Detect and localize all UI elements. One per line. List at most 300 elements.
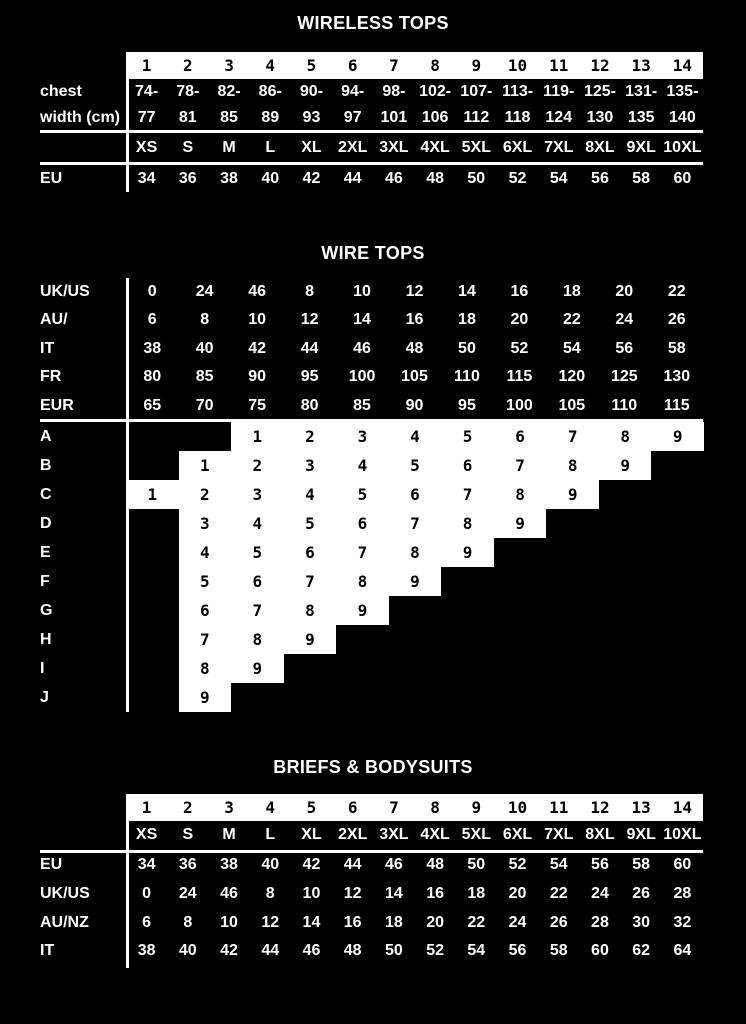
chest-min-value: 94- <box>341 83 365 100</box>
ukus-size-value: 10 <box>353 283 371 300</box>
ukus-size-value: 18 <box>562 283 581 300</box>
cup-grid-cell: 5 <box>231 538 284 567</box>
cup-grid-cell <box>284 683 337 712</box>
wireless-sizes-row <box>126 136 703 160</box>
fr-size-value: 90 <box>248 368 267 385</box>
eur-size-value: 105 <box>558 397 586 414</box>
cup-grid-cell <box>599 567 652 596</box>
chest-min-value: 119- <box>543 83 575 100</box>
eu-size-value: 40 <box>261 170 280 187</box>
it-size-value: 52 <box>426 942 444 959</box>
ukus-size-value: 20 <box>508 885 527 902</box>
cup-grid-cell <box>126 596 179 625</box>
chest-max-value: 85 <box>220 109 238 126</box>
cup-grid-cell: 9 <box>546 480 599 509</box>
wire-ukus-label: UK/US <box>40 283 90 300</box>
aunz-size-value: 6 <box>142 914 152 931</box>
wireless-header-number: 3 <box>224 56 234 75</box>
wireless-header-number: 5 <box>306 56 317 75</box>
eu-size-value: 52 <box>508 170 527 187</box>
size-label: 4XL <box>420 139 450 156</box>
ukus-size-value: 8 <box>265 885 275 902</box>
au-size-value: 12 <box>300 311 319 328</box>
cup-row-label: C <box>40 485 52 503</box>
cup-grid-cell <box>336 683 389 712</box>
size-label: 9XL <box>626 139 656 156</box>
cup-row-label: E <box>40 543 51 561</box>
cup-grid-cell <box>651 509 704 538</box>
eu-size-value: 52 <box>508 856 527 873</box>
it-size-value: 58 <box>549 942 568 959</box>
au-size-value: 24 <box>615 311 634 328</box>
au-size-value: 6 <box>147 311 157 328</box>
eu-size-value: 38 <box>220 170 238 187</box>
cup-grid-cell: 1 <box>179 451 232 480</box>
it-size-value: 46 <box>302 942 321 959</box>
briefs-bodysuits-title: BRIEFS & BODYSUITS <box>273 757 473 777</box>
cup-grid-cell: 3 <box>231 480 284 509</box>
cup-grid-cell <box>599 480 652 509</box>
wire-it-row <box>126 337 703 361</box>
eu-size-value: 48 <box>426 856 444 873</box>
eu-size-value: 42 <box>302 170 321 187</box>
aunz-size-value: 32 <box>673 914 692 931</box>
size-label: 7XL <box>544 826 574 843</box>
cup-grid-cell: 7 <box>494 451 547 480</box>
wireless-header-number: 2 <box>182 56 193 75</box>
cup-grid-cell: 2 <box>284 422 337 451</box>
au-size-value: 8 <box>200 311 210 328</box>
cup-grid-cell: 9 <box>179 683 232 712</box>
chest-max-value: 106 <box>421 109 449 126</box>
ukus-size-value: 46 <box>248 283 267 300</box>
cup-grid-cell <box>651 683 704 712</box>
briefs-ukus-label: UK/US <box>40 885 90 902</box>
cup-grid-cell <box>179 422 232 451</box>
size-label: L <box>265 826 276 843</box>
eu-size-value: 60 <box>673 170 692 187</box>
size-label: 3XL <box>379 139 409 156</box>
eu-size-value: 34 <box>137 856 156 873</box>
au-size-value: 16 <box>405 311 424 328</box>
size-label: 7XL <box>544 139 574 156</box>
cup-grid-cell: 4 <box>231 509 284 538</box>
eur-size-value: 90 <box>405 397 424 414</box>
ukus-size-value: 0 <box>142 885 152 902</box>
briefs-sizes-row <box>126 823 703 847</box>
chest-max-value: 89 <box>261 109 280 126</box>
cup-grid-cell <box>546 683 599 712</box>
ukus-size-value: 28 <box>673 885 692 902</box>
cup-grid-cell: 3 <box>179 509 232 538</box>
eu-size-value: 60 <box>673 856 692 873</box>
wireless-header-number: 10 <box>507 56 528 75</box>
size-label: 2XL <box>338 139 368 156</box>
cup-grid-cell <box>441 596 494 625</box>
eu-size-value: 40 <box>261 856 280 873</box>
wire-au-row <box>126 308 703 332</box>
width-cm-label: width (cm) <box>40 109 120 126</box>
size-label: 5XL <box>461 826 491 843</box>
size-label: S <box>182 826 194 843</box>
ukus-size-value: 24 <box>195 283 214 300</box>
aunz-size-value: 14 <box>302 914 321 931</box>
cup-grid-cell: 6 <box>231 567 284 596</box>
cup-grid-cell <box>441 654 494 683</box>
wire-vertical-rule <box>126 278 129 712</box>
ukus-size-value: 24 <box>591 885 609 902</box>
chest-max-value: 118 <box>504 109 531 126</box>
briefs-header-number: 10 <box>507 798 528 817</box>
eu-size-value: 34 <box>137 170 156 187</box>
eur-size-value: 85 <box>353 397 371 414</box>
ukus-size-value: 0 <box>147 283 157 300</box>
size-label: S <box>182 139 194 156</box>
cup-grid-cell: 8 <box>546 451 599 480</box>
briefs-header-number: 9 <box>471 798 482 817</box>
it-size-value: 42 <box>220 942 238 959</box>
eu-size-value: 56 <box>591 856 609 873</box>
cup-grid-cell <box>546 625 599 654</box>
cup-grid-cell <box>546 567 599 596</box>
chest-min-value: 107- <box>460 83 493 100</box>
wireless-chest-min-row <box>126 80 703 104</box>
aunz-size-value: 8 <box>183 914 193 931</box>
briefs-header-number: 11 <box>549 798 569 817</box>
cup-grid-cell <box>389 625 442 654</box>
chest-max-value: 130 <box>586 109 614 126</box>
wireless-header-number: 4 <box>265 56 276 75</box>
it-size-value: 64 <box>673 942 692 959</box>
cup-grid-cell <box>441 625 494 654</box>
size-label: 8XL <box>585 826 615 843</box>
eur-size-value: 70 <box>195 397 214 414</box>
eu-size-value: 58 <box>632 170 651 187</box>
fr-size-value: 125 <box>610 368 638 385</box>
cup-grid-cell: 2 <box>231 451 284 480</box>
cup-grid-cell <box>651 596 704 625</box>
cup-grid-cell <box>126 422 179 451</box>
wire-eur-label: EUR <box>40 397 74 414</box>
briefs-header-number: 5 <box>306 798 317 817</box>
it-size-value: 52 <box>510 340 529 357</box>
cup-grid-cell: 3 <box>336 422 389 451</box>
wireless-header-number: 1 <box>141 56 152 75</box>
it-size-value: 60 <box>591 942 609 959</box>
cup-grid-cell: 9 <box>284 625 337 654</box>
size-label: 9XL <box>626 826 656 843</box>
chest-min-value: 74- <box>135 83 159 100</box>
fr-size-value: 115 <box>506 368 533 385</box>
ukus-size-value: 22 <box>667 283 686 300</box>
chest-max-value: 140 <box>669 109 696 126</box>
eu-size-value: 44 <box>343 856 362 873</box>
cup-grid-cell: 7 <box>284 567 337 596</box>
cup-grid-cell <box>389 654 442 683</box>
cup-grid-cell <box>546 509 599 538</box>
it-size-value: 46 <box>353 340 371 357</box>
cup-grid-cell <box>651 567 704 596</box>
wireless-vertical-rule <box>126 52 129 192</box>
wireless-tops-header-bar <box>126 52 703 79</box>
chest-min-value: 82- <box>217 83 241 100</box>
cup-grid-cell <box>494 625 547 654</box>
it-size-value: 54 <box>467 942 486 959</box>
cup-grid-cell: 4 <box>336 451 389 480</box>
cup-grid-cell: 1 <box>126 480 179 509</box>
chest-min-value: 131- <box>625 83 658 100</box>
cup-row-label: I <box>40 659 45 677</box>
size-label: XL <box>301 139 322 156</box>
cup-grid-cell: 6 <box>336 509 389 538</box>
aunz-size-value: 12 <box>261 914 280 931</box>
wireless-header-number: 9 <box>471 56 482 75</box>
cup-grid-cell <box>389 596 442 625</box>
cup-row-label: D <box>40 514 52 532</box>
fr-size-value: 130 <box>663 368 691 385</box>
au-size-value: 20 <box>510 311 529 328</box>
chest-max-value: 77 <box>137 109 156 126</box>
briefs-eu-row <box>126 853 703 877</box>
it-size-value: 44 <box>300 340 319 357</box>
size-label: L <box>265 139 276 156</box>
au-size-value: 22 <box>562 311 581 328</box>
cup-grid-cell: 9 <box>336 596 389 625</box>
eur-size-value: 100 <box>506 397 533 414</box>
wireless-header-number: 13 <box>631 56 651 75</box>
wireless-divider-1 <box>40 130 703 133</box>
ukus-size-value: 14 <box>384 885 403 902</box>
size-label: 10XL <box>663 139 702 156</box>
cup-grid-cell <box>494 538 547 567</box>
cup-row-label: J <box>40 688 49 706</box>
aunz-size-value: 26 <box>549 914 568 931</box>
size-label: M <box>222 139 236 156</box>
chest-min-value: 78- <box>176 83 200 100</box>
cup-grid-cell: 9 <box>441 538 494 567</box>
wireless-header-number: 8 <box>430 56 440 75</box>
wire-au-label: AU/ <box>40 311 68 328</box>
wireless-header-number: 14 <box>672 56 693 75</box>
cup-grid-cell: 9 <box>389 567 442 596</box>
cup-grid-cell: 7 <box>389 509 442 538</box>
briefs-header-number: 6 <box>347 798 358 817</box>
ukus-size-value: 26 <box>632 885 651 902</box>
eu-size-value: 50 <box>467 856 486 873</box>
cup-grid-cell: 3 <box>284 451 337 480</box>
chest-max-value: 124 <box>545 109 573 126</box>
eu-size-value: 36 <box>178 856 197 873</box>
ukus-size-value: 10 <box>302 885 321 902</box>
briefs-ukus-row <box>126 882 703 906</box>
cup-grid-cell: 9 <box>651 422 704 451</box>
cup-grid-cell <box>126 451 179 480</box>
eur-size-value: 80 <box>300 397 319 414</box>
chest-min-value: 86- <box>258 83 282 100</box>
ukus-size-value: 24 <box>178 885 197 902</box>
cup-grid-cell <box>494 654 547 683</box>
wire-fr-label: FR <box>40 368 62 385</box>
cup-grid-cell <box>231 683 284 712</box>
eur-size-value: 95 <box>458 397 476 414</box>
cup-grid-cell <box>441 567 494 596</box>
cup-grid-cell: 8 <box>441 509 494 538</box>
briefs-header-number: 12 <box>590 798 610 817</box>
cup-grid-cell: 6 <box>494 422 547 451</box>
ukus-size-value: 8 <box>305 283 315 300</box>
cup-grid-cell: 5 <box>336 480 389 509</box>
cup-grid-cell: 6 <box>179 596 232 625</box>
cup-grid-cell: 5 <box>284 509 337 538</box>
eur-size-value: 110 <box>611 397 638 414</box>
eu-size-value: 48 <box>426 170 444 187</box>
it-size-value: 56 <box>508 942 527 959</box>
briefs-it-label: IT <box>40 942 55 959</box>
cup-grid-cell <box>494 567 547 596</box>
cup-grid-cell <box>599 654 652 683</box>
cup-grid-cell: 5 <box>179 567 232 596</box>
aunz-size-value: 28 <box>591 914 609 931</box>
it-size-value: 50 <box>458 340 476 357</box>
cup-grid-cell <box>599 625 652 654</box>
au-size-value: 18 <box>458 311 476 328</box>
cup-grid-cell <box>546 596 599 625</box>
au-size-value: 10 <box>248 311 267 328</box>
fr-size-value: 100 <box>348 368 376 385</box>
chest-max-value: 101 <box>380 109 408 126</box>
cup-row-label: H <box>40 630 52 648</box>
eu-size-value: 58 <box>632 856 651 873</box>
cup-grid-cell <box>599 596 652 625</box>
wireless-header-number: 11 <box>549 56 569 75</box>
chest-min-value: 135- <box>666 83 699 100</box>
wire-ukus-row <box>126 280 703 304</box>
size-label: 5XL <box>461 139 491 156</box>
cup-grid-cell: 4 <box>389 422 442 451</box>
ukus-size-value: 20 <box>615 283 634 300</box>
cup-grid-cell <box>651 654 704 683</box>
cup-grid-cell: 9 <box>494 509 547 538</box>
briefs-header-number: 4 <box>265 798 276 817</box>
chest-max-value: 135 <box>627 109 655 126</box>
wireless-header-number: 6 <box>347 56 358 75</box>
cup-grid-cell <box>126 538 179 567</box>
chest-max-value: 81 <box>178 109 197 126</box>
cup-grid-cell <box>651 625 704 654</box>
size-label: 6XL <box>502 139 533 156</box>
au-size-value: 26 <box>667 311 686 328</box>
cup-grid-cell <box>599 683 652 712</box>
cup-grid-cell: 8 <box>179 654 232 683</box>
wire-it-label: IT <box>40 340 55 357</box>
cup-grid-cell: 7 <box>546 422 599 451</box>
eu-size-value: 46 <box>384 170 403 187</box>
ukus-size-value: 12 <box>405 283 424 300</box>
it-size-value: 38 <box>143 340 162 357</box>
cup-grid-cell <box>336 625 389 654</box>
chest-max-value: 112 <box>463 109 490 126</box>
cup-grid-cell: 6 <box>284 538 337 567</box>
it-size-value: 56 <box>615 340 634 357</box>
cup-grid-cell: 6 <box>389 480 442 509</box>
eu-size-value: 54 <box>549 170 568 187</box>
cup-grid-cell: 8 <box>494 480 547 509</box>
cup-grid-cell <box>651 538 704 567</box>
cup-grid-cell: 4 <box>284 480 337 509</box>
cup-grid-cell: 7 <box>441 480 494 509</box>
cup-grid-cell: 9 <box>231 654 284 683</box>
wireless-header-number: 7 <box>389 56 399 75</box>
eu-size-value: 44 <box>343 170 362 187</box>
eu-size-value: 36 <box>178 170 197 187</box>
cup-grid-cell: 1 <box>231 422 284 451</box>
cup-grid-cell <box>126 625 179 654</box>
it-size-value: 50 <box>384 942 403 959</box>
fr-size-value: 85 <box>195 368 214 385</box>
size-label: XS <box>135 139 158 156</box>
eu-size-value: 38 <box>220 856 238 873</box>
cup-grid-cell: 8 <box>231 625 284 654</box>
size-label: 8XL <box>585 139 615 156</box>
it-size-value: 62 <box>632 942 651 959</box>
cup-grid-cell <box>389 683 442 712</box>
cup-row-label: G <box>40 601 53 619</box>
it-size-value: 48 <box>405 340 424 357</box>
eu-size-value: 54 <box>549 856 568 873</box>
wireless-eu-label: EU <box>40 170 63 187</box>
cup-grid-cell: 5 <box>441 422 494 451</box>
cup-row-label: F <box>40 572 50 590</box>
cup-grid-cell: 7 <box>179 625 232 654</box>
cup-grid-cell <box>126 683 179 712</box>
wireless-divider-2 <box>40 162 703 165</box>
wireless-header-number: 12 <box>590 56 610 75</box>
briefs-header-number: 13 <box>631 798 651 817</box>
cup-grid-cell: 9 <box>599 451 652 480</box>
fr-size-value: 95 <box>300 368 319 385</box>
cup-grid-cell: 6 <box>441 451 494 480</box>
cup-grid-cell: 7 <box>231 596 284 625</box>
size-label: 6XL <box>502 826 533 843</box>
cup-size-grid <box>126 422 704 712</box>
chest-max-value: 93 <box>302 109 321 126</box>
eur-size-value: 115 <box>663 397 690 414</box>
cup-grid-cell <box>651 480 704 509</box>
cup-grid-cell: 4 <box>179 538 232 567</box>
au-size-value: 14 <box>353 311 371 328</box>
it-size-value: 40 <box>178 942 197 959</box>
ukus-size-value: 16 <box>510 283 529 300</box>
cup-grid-cell <box>126 654 179 683</box>
briefs-vertical-rule <box>126 794 129 968</box>
ukus-size-value: 12 <box>343 885 362 902</box>
cup-grid-cell <box>651 451 704 480</box>
briefs-header-number: 14 <box>672 798 693 817</box>
cup-grid-cell <box>126 509 179 538</box>
chest-min-value: 125- <box>583 83 616 100</box>
cup-grid-cell <box>284 654 337 683</box>
it-size-value: 48 <box>343 942 362 959</box>
ukus-size-value: 18 <box>467 885 486 902</box>
briefs-aunz-row <box>126 911 703 935</box>
cup-grid-cell: 7 <box>336 538 389 567</box>
briefs-header-number: 1 <box>141 798 152 817</box>
wire-eur-row <box>126 394 703 418</box>
cup-grid-cell <box>599 509 652 538</box>
fr-size-value: 110 <box>454 368 480 385</box>
chest-min-value: 113- <box>501 83 534 100</box>
chest-min-value: 90- <box>299 83 324 100</box>
